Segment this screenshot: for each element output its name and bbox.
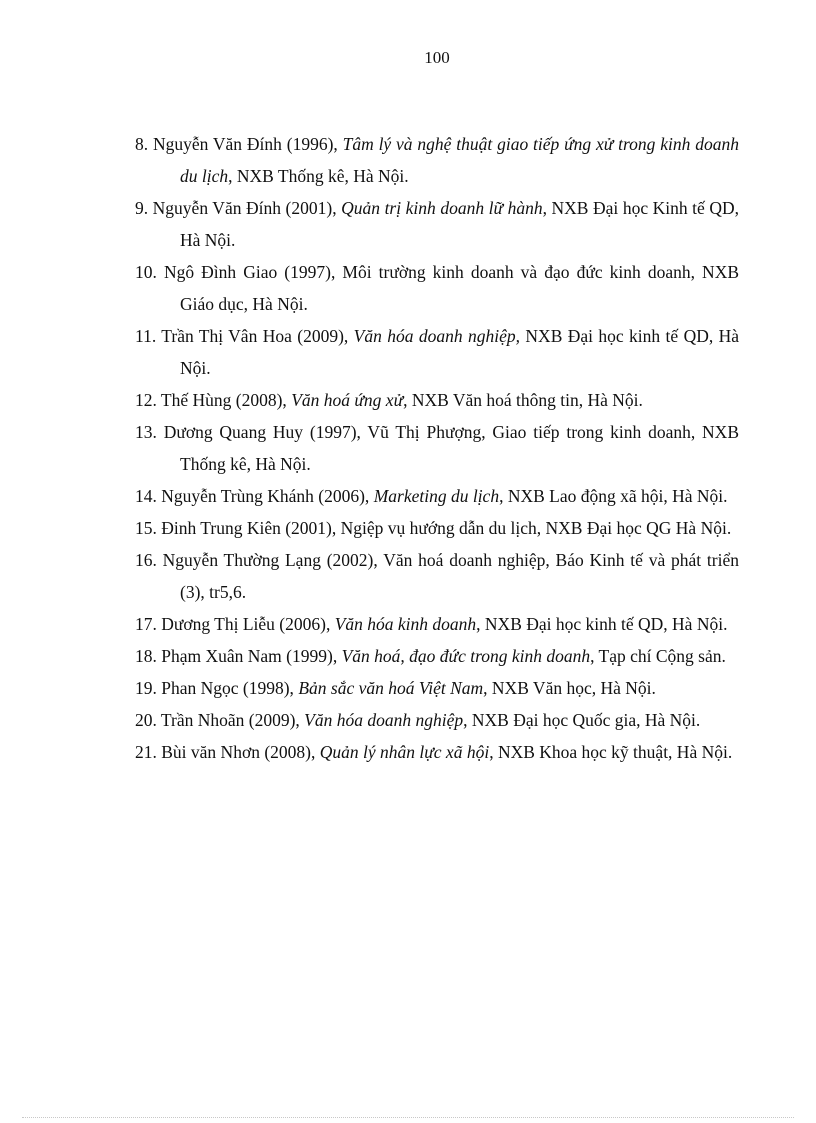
reference-title: Marketing du lịch <box>373 486 500 506</box>
reference-item <box>135 704 739 736</box>
reference-authors: Nguyễn Văn Đính (2001), <box>148 198 342 218</box>
reference-title: Quản trị kinh doanh lữ hành <box>341 198 543 218</box>
reference-publisher: , NXB Đại học kinh tế QD, Hà Nội. <box>476 614 728 634</box>
reference-number: 15. <box>135 518 157 538</box>
reference-title: Văn hóa doanh nghiệp, <box>353 326 521 346</box>
reference-number: 19. <box>135 678 157 698</box>
reference-title: Quản lý nhân lực xã hội <box>319 742 490 762</box>
reference-authors: Ngô Đình Giao (1997), Môi trường kinh doanh và đạo đức kinh doanh, NXB Giáo dục, Hà Nội. <box>156 262 739 314</box>
reference-title: Văn hóa doanh nghiệp <box>304 710 464 730</box>
reference-number: 12. <box>135 390 157 410</box>
reference-authors: Bùi văn Nhơn (2008), <box>156 742 320 762</box>
reference-publisher: , NXB Khoa học kỹ thuật, Hà Nội. <box>489 742 733 762</box>
reference-authors: Đinh Trung Kiên (2001), Ngiệp vụ hướng dẫn du lịch, NXB Đại học QG Hà Nội. <box>156 518 732 538</box>
reference-number: 11. <box>135 326 157 346</box>
reference-title: Bản sắc văn hoá Việt Nam <box>298 678 484 698</box>
reference-title: Tâm lý và nghệ thuật giao tiếp ứng xử trong kinh doanh du lịch <box>180 134 739 186</box>
reference-number: 13. <box>135 422 157 442</box>
reference-item <box>135 640 739 672</box>
reference-number: 18. <box>135 646 157 666</box>
reference-item <box>135 384 739 416</box>
reference-number: 21. <box>135 742 157 762</box>
reference-number: 14. <box>135 486 157 506</box>
reference-authors: Nguyễn Thường Lạng (2002), Văn hoá doanh nghiệp, Báo Kinh tế và phát triển (3), tr5,6. <box>156 550 739 602</box>
reference-item <box>135 480 739 512</box>
reference-authors: Dương Thị Liễu (2006), <box>156 614 335 634</box>
reference-publisher: , NXB Đại học Kinh tế QD, Hà Nội. <box>180 198 740 250</box>
reference-number: 9. <box>135 198 149 218</box>
reference-publisher: , NXB Thống kê, Hà Nội. <box>228 166 409 186</box>
reference-authors: Trần Nhoãn (2009), <box>156 710 305 730</box>
reference-publisher: , NXB Đại học Quốc gia, Hà Nội. <box>463 710 701 730</box>
reference-item <box>135 256 739 320</box>
reference-title: Văn hoá ứng xử <box>291 390 404 410</box>
reference-number: 17. <box>135 614 157 634</box>
reference-item <box>135 512 739 544</box>
reference-publisher: , NXB Văn học, Hà Nội. <box>483 678 656 698</box>
reference-authors: Phạm Xuân Nam (1999), <box>156 646 342 666</box>
reference-authors: Nguyễn Trùng Khánh (2006), <box>156 486 374 506</box>
reference-title: Văn hóa kinh doanh <box>334 614 477 634</box>
reference-authors: Phan Ngọc (1998), <box>156 678 299 698</box>
reference-authors: Trần Thị Vân Hoa (2009), <box>156 326 354 346</box>
reference-item <box>135 320 739 384</box>
reference-item <box>135 672 739 704</box>
reference-item <box>135 544 739 608</box>
reference-publisher: , NXB Lao động xã hội, Hà Nội. <box>499 486 728 506</box>
reference-authors: Nguyễn Văn Đính (1996), <box>148 134 343 154</box>
reference-publisher: NXB Đại học kinh tế QD, Hà Nội. <box>180 326 740 378</box>
reference-publisher: , NXB Văn hoá thông tin, Hà Nội. <box>403 390 643 410</box>
reference-item <box>135 736 739 768</box>
reference-number: 8. <box>135 134 149 154</box>
reference-item <box>135 416 739 480</box>
reference-item <box>135 128 739 192</box>
reference-title: Văn hoá, đạo đức trong kinh doanh <box>341 646 591 666</box>
reference-list <box>135 128 739 768</box>
reference-authors: Dương Quang Huy (1997), Vũ Thị Phượng, Giao tiếp trong kinh doanh, NXB Thống kê, Hà Nội. <box>156 422 739 474</box>
page-number: 100 <box>424 48 450 67</box>
reference-authors: Thế Hùng (2008), <box>156 390 292 410</box>
reference-number: 10. <box>135 262 157 282</box>
reference-item <box>135 608 739 640</box>
reference-item <box>135 192 739 256</box>
reference-number: 20. <box>135 710 157 730</box>
reference-number: 16. <box>135 550 157 570</box>
page-bottom-divider <box>22 1117 794 1118</box>
reference-publisher: , Tạp chí Cộng sản. <box>590 646 726 666</box>
